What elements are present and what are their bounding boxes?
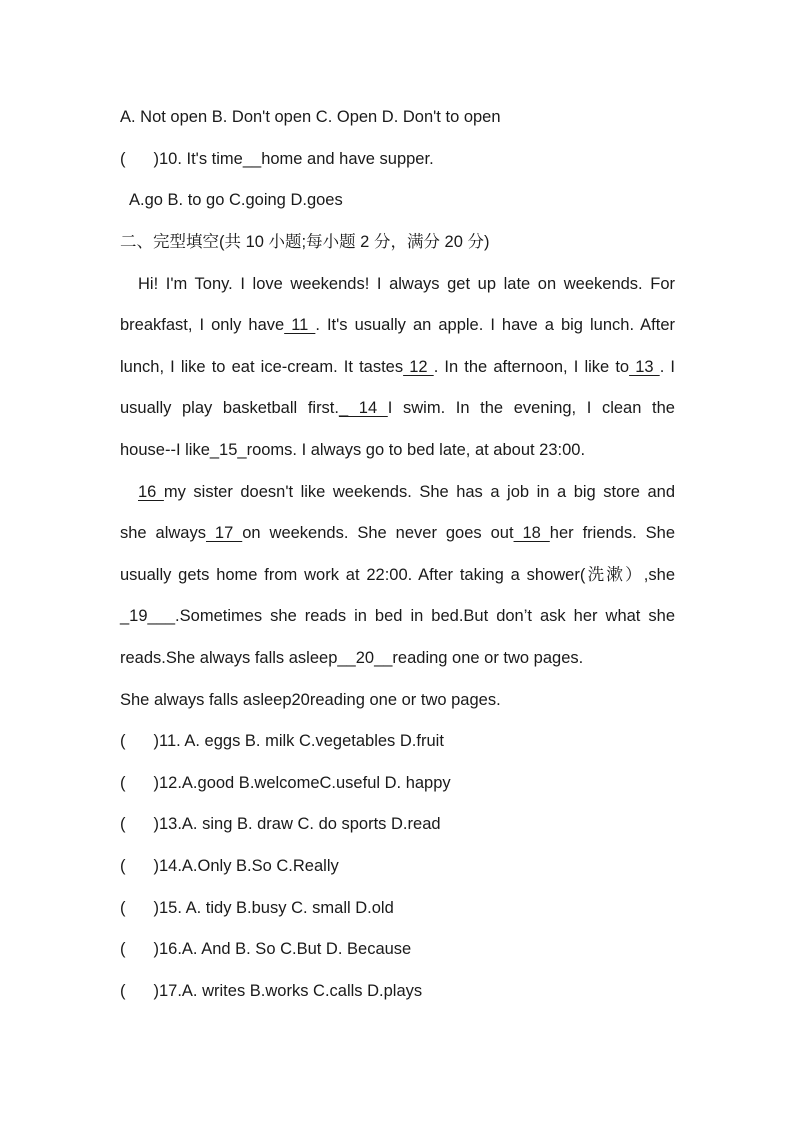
- passage-p2-line-1: 16 my sister doesn't like weekends. She has a job in a big store and: [138, 483, 675, 501]
- answer-paren: (: [120, 815, 126, 833]
- blank-14: _ 14: [338, 399, 388, 417]
- blank-16: 16: [138, 483, 164, 501]
- blank-18: 18: [513, 524, 550, 542]
- answer-paren: (: [120, 857, 126, 875]
- passage-p2-line-6: She always falls asleep20reading one or two pages.: [120, 691, 501, 709]
- question-16: ( )16.A. And B. So C.But D. Because: [120, 940, 412, 958]
- blank-12: 12: [403, 358, 434, 376]
- blank-11: 11: [284, 316, 316, 334]
- answer-paren: (: [120, 899, 126, 917]
- question-12: ( )12.A.good B.welcomeC.useful D. happy: [120, 774, 451, 792]
- question-14: ( )14.A.Only B.So C.Really: [120, 857, 339, 875]
- q9-options: A. Not open B. Don't open C. Open D. Don't to open: [120, 108, 501, 126]
- passage-p1-line-3: lunch, I like to eat ice-cream. It tastes 12 . In the afternoon, I like to 13 . I: [120, 358, 675, 376]
- answer-paren: (: [120, 774, 126, 792]
- passage-p2-line-2: she always 17 on weekends. She never goes out 18 her friends. She: [120, 524, 675, 542]
- passage-p1-line-1: Hi! I'm Tony. I love weekends! I always get up late on weekends. For: [138, 275, 675, 293]
- q10-options: A.go B. to go C.going D.goes: [129, 191, 343, 209]
- answer-paren: (: [120, 982, 126, 1000]
- passage-p2-line-4: _19___.Sometimes she reads in bed in bed.But don’t ask her what she: [120, 607, 675, 625]
- passage-p1-line-4: usually play basketball first._ 14 I swim. In the evening, I clean the: [120, 399, 675, 417]
- answer-paren: (: [120, 940, 126, 958]
- question-17: ( )17.A. writes B.works C.calls D.plays: [120, 982, 423, 1000]
- blank-17: 17: [205, 524, 243, 542]
- passage-p1-line-2: breakfast, I only have 11 . It's usually an apple. I have a big lunch. After: [120, 316, 675, 334]
- question-15: ( )15. A. tidy B.busy C. small D.old: [120, 899, 394, 917]
- question-10-text: )10. It's time__home and have supper.: [153, 150, 434, 168]
- section-2-header: 二、完型填空(共 10 小题;每小题 2 分，满分 20 分): [120, 233, 490, 251]
- question-13: ( )13.A. sing B. draw C. do sports D.read: [120, 815, 441, 833]
- question-11: ( )11. A. eggs B. milk C.vegetables D.fruit: [120, 732, 444, 750]
- answer-paren: (: [120, 732, 126, 750]
- passage-p2-line-3: usually gets home from work at 22:00. After taking a shower(洗漱）,she: [120, 566, 675, 584]
- answer-paren: (: [120, 150, 126, 168]
- passage-p1-line-5: house--I like_15_rooms. I always go to bed late, at about 23:00.: [120, 441, 586, 459]
- blank-13: 13: [629, 358, 660, 376]
- passage-p2-line-5: reads.She always falls asleep__20__reading one or two pages.: [120, 649, 584, 667]
- question-10: [120, 149, 676, 169]
